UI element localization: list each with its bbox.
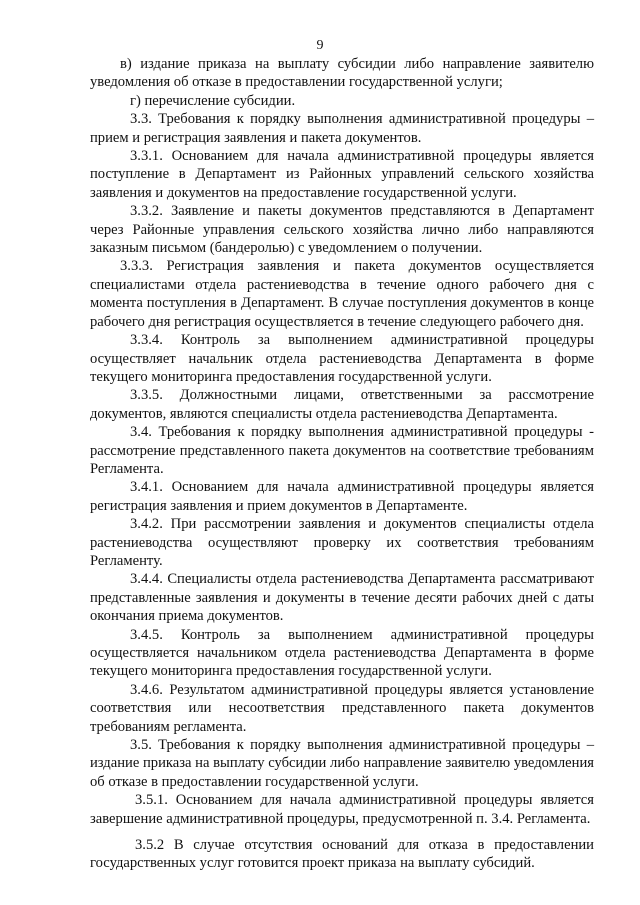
paragraph-3-4-2: 3.4.2. При рассмотрении заявления и документов специалисты отдела растениеводства осуществляют проверку их соответствия требованиям Регламенту. [90, 516, 594, 569]
paragraph-3-4-5: 3.4.5. Контроль за выполнением административной процедуры осуществляется начальником отдела растениеводства Департамента в форме текущего мониторинга предоставления государственной услуги. [90, 626, 594, 680]
paragraph-3-3-5: 3.3.5. Должностными лицами, ответственными за рассмотрение документов, являются специалисты отдела растениеводства Департамента. [90, 387, 594, 422]
paragraph-3-4-4: 3.4.4. Специалисты отдела растениеводства Департамента рассматривают представленные заявления и документы в течение десяти рабочих дней с даты окончания приема документов. [90, 571, 594, 625]
paragraph-3-3-2: 3.3.2. Заявление и пакеты документов представляются в Департамент через Районные управления сельского хозяйства лично либо направляются заказным письмом (бандеролью) с уведомлением о получении. [90, 203, 594, 257]
page-number: 9 [316, 38, 324, 53]
paragraph-3-5-2: 3.5.2 В случае отсутствия оснований для отказа в предоставлении государственных услуг готовится проект приказа на выплату субсидий. [90, 837, 594, 872]
document-body [90, 55, 594, 873]
paragraph-3-3-3: 3.3.3. Регистрация заявления и пакета документов осуществляется специалистами отдела растениеводства в течение одного рабочего дня с момента поступления в Департамент. В случае поступления документов в конце рабочего дня регистрация осуществляется в течение следующего рабочего дня. [90, 258, 594, 330]
paragraph-3-4-6: 3.4.6. Результатом административной процедуры является установление соответствия или несоответствия представленного пакета документов требованиям регламента. [90, 681, 594, 735]
paragraph-item-v: в) издание приказа на выплату субсидии либо направление заявителю уведомления об отказе в предоставлении государственной услуги; [90, 56, 594, 91]
paragraph-3-4-1: 3.4.1. Основанием для начала административной процедуры является регистрация заявления и прием документов в Департаменте. [90, 479, 594, 514]
paragraph-3-3: 3.3. Требования к порядку выполнения административной процедуры – прием и регистрация заявления и пакета документов. [90, 111, 594, 146]
paragraph-3-3-4: 3.3.4. Контроль за выполнением административной процедуры осуществляет начальник отдела растениеводства Департамента в форме текущего мониторинга предоставления государственной услуги. [90, 332, 594, 385]
paragraph-3-5: 3.5. Требования к порядку выполнения административной процедуры – издание приказа на выплату субсидии либо направление заявителю уведомления об отказе в предоставлении государственной услуги. [90, 737, 594, 790]
paragraph-item-g: г) перечисление субсидии. [130, 92, 296, 109]
paragraph-3-5-1: 3.5.1. Основанием для начала административной процедуры является завершение административной процедуры, предусмотренной п. 3.4. Регламента. [90, 792, 594, 827]
paragraph-3-4: 3.4. Требования к порядку выполнения административной процедуры - рассмотрение представленного пакета документов на соответствие требованиям Регламента. [90, 424, 594, 477]
paragraph-3-3-1: 3.3.1. Основанием для начала административной процедуры является поступление в Департамент из Районных управлений сельского хозяйства заявления и документов на предоставление государственной услуги. [90, 148, 594, 201]
